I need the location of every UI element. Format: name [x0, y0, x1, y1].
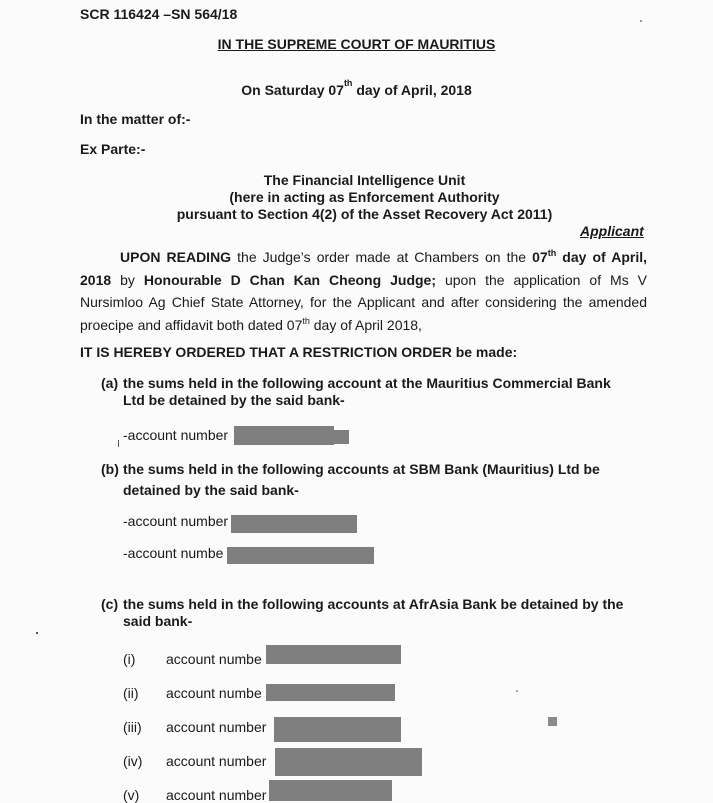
item-a-label: (a) — [101, 375, 119, 391]
scan-mark — [516, 690, 518, 692]
applicant-role: Applicant — [580, 223, 644, 239]
item-c-text-line2: said bank- — [123, 613, 193, 629]
redaction-block — [234, 426, 334, 445]
court-title: IN THE SUPREME COURT OF MAURITIUS — [217, 36, 496, 52]
redaction-block — [274, 717, 401, 742]
scan-mark — [640, 20, 642, 22]
item-c-account-num-2: (ii) — [123, 685, 139, 701]
item-b-account-label-1: -account number — [123, 513, 229, 529]
matter-label: In the matter of:- — [80, 111, 191, 127]
applicant-statute: pursuant to Section 4(2) of the Asset Recovery Act 2011) — [176, 206, 553, 222]
redaction-block — [227, 547, 374, 564]
scan-mark — [118, 440, 119, 447]
item-c-account-num-3: (iii) — [123, 719, 142, 735]
redaction-block — [334, 430, 349, 444]
item-c-account-label-1: account numbe — [166, 651, 262, 667]
ex-parte-label: Ex Parte:- — [80, 141, 146, 157]
item-c-account-label-5: account number — [166, 787, 267, 803]
applicant-capacity: (here in acting as Enforcement Authority — [229, 189, 500, 205]
redaction-block — [269, 780, 392, 801]
item-c-label: (c) — [101, 596, 119, 612]
upon-reading-paragraph: UPON READING the Judge’s order made at Chambers on the 07th day of April, 2018 by Honourable D Chan Kan Cheong Judge; upon the application of Ms V Nursimloo Ag Chief State Attorney, for the Applicant and after considering the amended proecipe and affidavit both dated 07th day of April 2018, — [80, 248, 647, 333]
item-b-text-line1: the sums held in the following accounts at SBM Bank (Mauritius) Ltd be — [123, 461, 600, 477]
item-c-account-label-4: account number — [166, 753, 267, 769]
order-heading: IT IS HEREBY ORDERED THAT A RESTRICTION ORDER be made: — [80, 344, 518, 360]
redaction-block — [231, 515, 357, 533]
case-number: SCR 116424 –SN 564/18 — [80, 6, 238, 22]
scan-mark — [36, 632, 38, 634]
item-c-text-line1: the sums held in the following accounts at AfrAsia Bank be detained by the — [123, 596, 624, 612]
redaction-block — [275, 748, 422, 776]
item-a-text-line2: Ltd be detained by the said bank- — [123, 392, 345, 408]
applicant-name: The Financial Intelligence Unit — [263, 172, 466, 188]
item-a-account-label: -account number — [123, 427, 229, 443]
item-c-account-num-4: (iv) — [123, 753, 143, 769]
item-c-account-label-2: account numbe — [166, 685, 262, 701]
item-c-account-label-3: account number — [166, 719, 267, 735]
item-a-text-line1: the sums held in the following account at the Mauritius Commercial Bank — [123, 375, 611, 391]
order-date: On Saturday 07th day of April, 2018 — [241, 78, 472, 98]
scan-mark — [548, 717, 557, 726]
item-c-account-num-1: (i) — [123, 651, 136, 667]
item-b-text-line2: detained by the said bank- — [123, 482, 299, 498]
redaction-block — [266, 645, 401, 664]
item-b-account-label-2: -account numbe — [123, 545, 224, 561]
item-b-label: (b) — [101, 461, 119, 477]
redaction-block — [266, 684, 395, 701]
item-c-account-num-5: (v) — [123, 787, 140, 803]
